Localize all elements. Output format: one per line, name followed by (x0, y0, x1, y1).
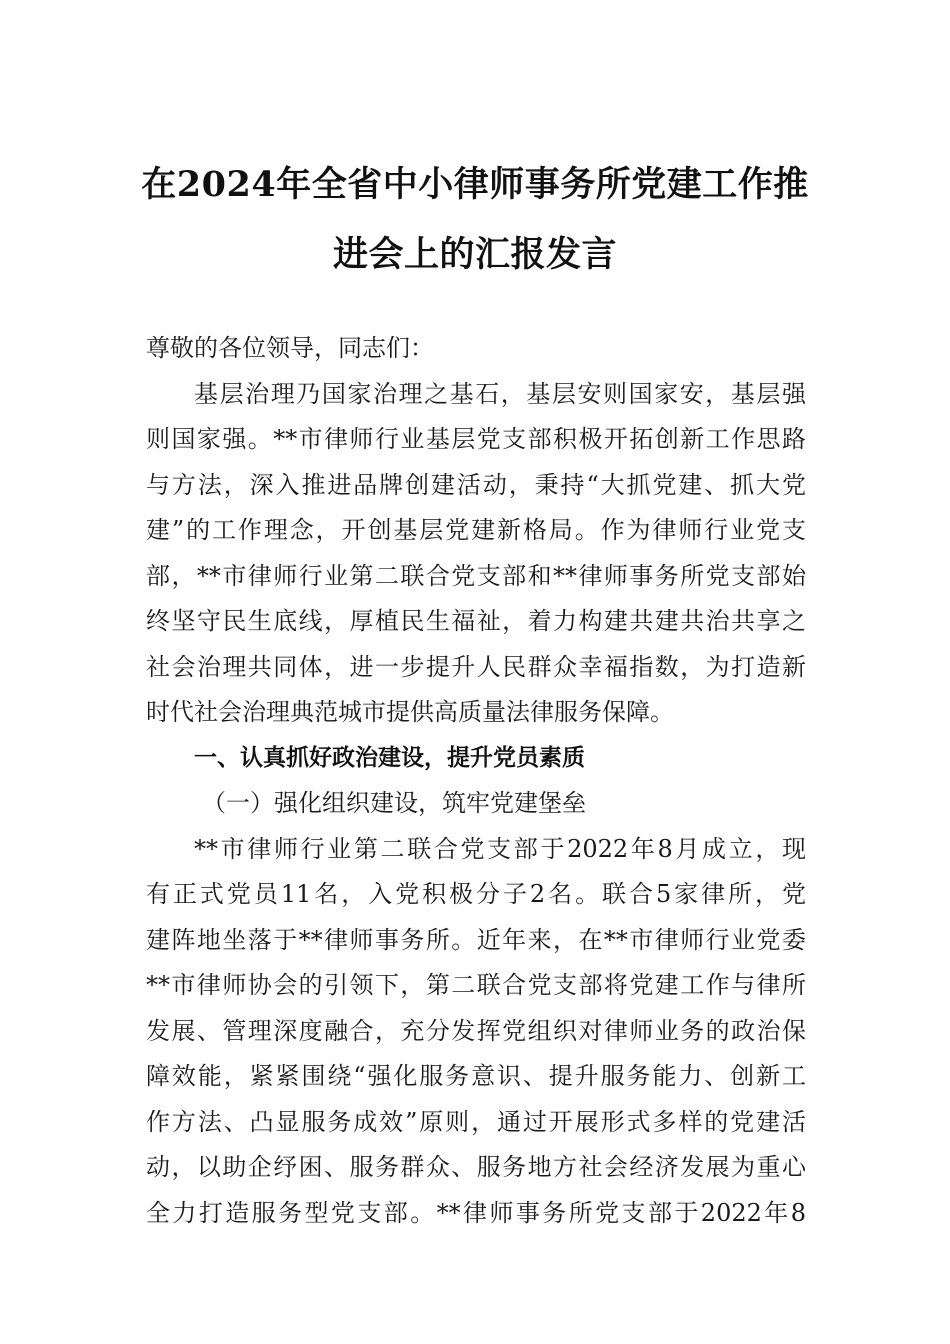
paragraph-line: 障效能，紧紧围绕“强化服务意识、提升服务能力、创新工 (146, 1062, 806, 1090)
section-heading: 一、认真抓好政治建设，提升党员素质 (194, 744, 585, 771)
paragraph-line: 动，以助企纾困、服务群众、服务地方社会经济发展为重心 (146, 1153, 806, 1181)
paragraph-line: 时代社会治理典范城市提供高质量法律服务保障。 (146, 698, 674, 726)
paragraph-intro (146, 372, 806, 736)
paragraph-line: 建”的工作理念，开创基层党建新格局。作为律师行业党支 (146, 516, 806, 544)
paragraph-line: 发展、管理深度融合，充分发挥党组织对律师业务的政治保 (146, 1016, 806, 1045)
paragraph-line: 终坚守民生底线，厚植民生福祉，着力构建共建共治共享之 (146, 607, 806, 635)
title-line: 在2024年全省中小律师事务所党建工作推 (141, 164, 809, 205)
paragraph-line: 建阵地坐落于**律师事务所。近年来，在**市律师行业党委 (146, 925, 806, 954)
subsection-heading: （一）强化组织建设，筑牢党建堡垒 (202, 789, 586, 817)
paragraph-organization (146, 827, 806, 1237)
paragraph-line: **市律师行业第二联合党支部于2022年8月成立，现 (194, 834, 806, 863)
document-body (146, 326, 806, 1236)
paragraph-line: 有正式党员11名，入党积极分子2名。联合5家律所，党 (146, 880, 806, 908)
paragraph-line: 基层治理乃国家治理之基石，基层安则国家安，基层强 (194, 379, 806, 408)
paragraph-line: 社会治理共同体，进一步提升人民群众幸福指数，为打造新 (146, 652, 806, 681)
document-title (120, 150, 830, 290)
paragraph-line: 与方法，深入推进品牌创建活动，秉持“大抓党建、抓大党 (146, 470, 806, 499)
paragraph-line: **市律师协会的引领下，第二联合党支部将党建工作与律所 (146, 971, 806, 999)
paragraph-line: 全力打造服务型党支部。**律师事务所党支部于2022年8 (146, 1198, 806, 1227)
paragraph-line: 部，**市律师行业第二联合党支部和**律师事务所党支部始 (146, 561, 806, 590)
paragraph-line: 则国家强。**市律师行业基层党支部积极开拓创新工作思路 (146, 425, 806, 453)
paragraph-line: 作方法、凸显服务成效”原则，通过开展形式多样的党建活 (146, 1107, 806, 1136)
salutation: 尊敬的各位领导，同志们： (146, 334, 434, 362)
title-line: 进会上的汇报发言 (332, 234, 617, 275)
